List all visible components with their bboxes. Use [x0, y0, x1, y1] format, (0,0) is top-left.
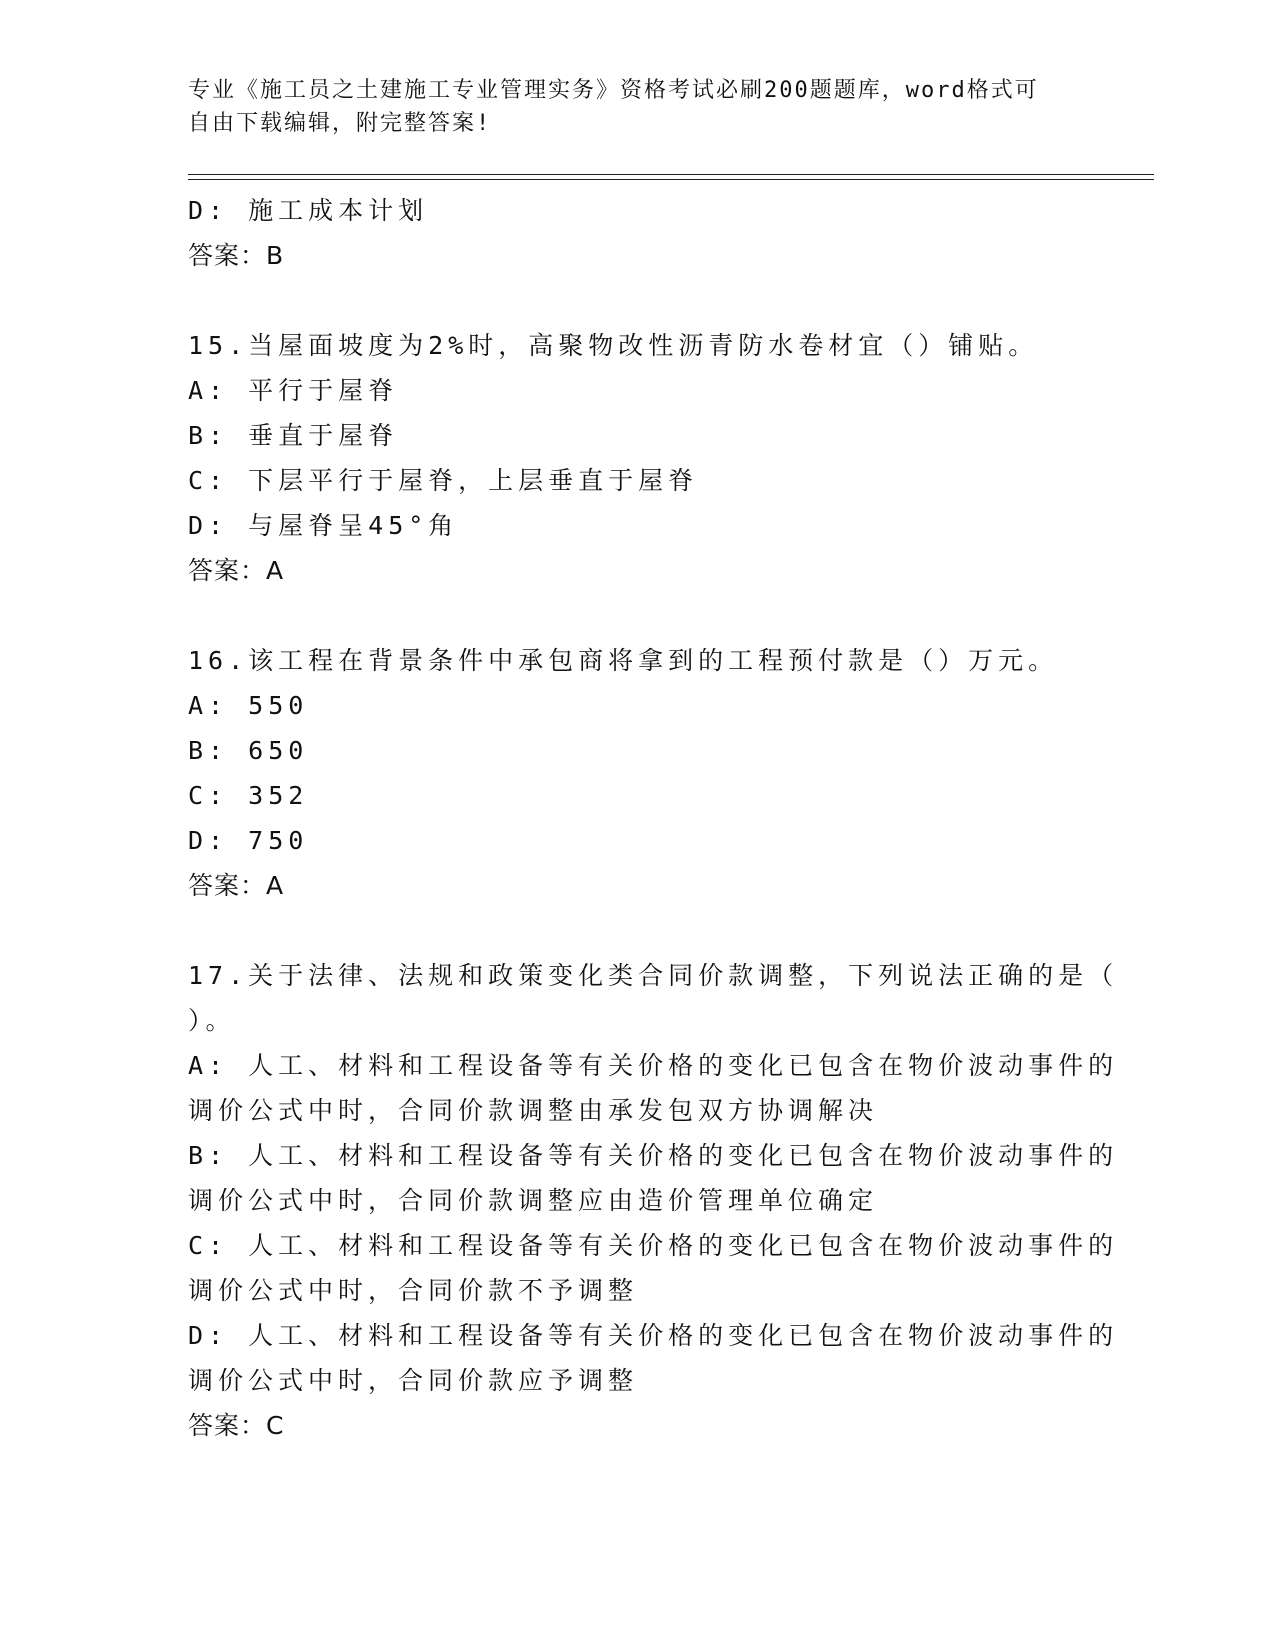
question-15 — [188, 323, 1068, 593]
header-line-1: 专业《施工员之土建施工专业管理实务》资格考试必刷200题题库，word格式可 — [188, 78, 1039, 103]
header-rule-bottom — [188, 179, 1154, 180]
question-stem-line-2: ）。 — [188, 1006, 236, 1035]
question-stem-line-1: 17.关于法律、法规和政策变化类合同价款调整，下列说法正确的是（ — [188, 961, 1119, 990]
option-d-line-2: 调价公式中时，合同价款应予调整 — [188, 1366, 639, 1395]
option-a-line-1: A: 人工、材料和工程设备等有关价格的变化已包含在物价波动事件的 — [188, 1051, 1119, 1080]
answer: 答案：A — [188, 556, 285, 585]
answer: 答案：A — [188, 871, 285, 900]
option-d: D: 750 — [188, 826, 309, 855]
question-stem: 15.当屋面坡度为2%时，高聚物改性沥青防水卷材宜（）铺贴。 — [188, 331, 1039, 360]
option-b-line-1: B: 人工、材料和工程设备等有关价格的变化已包含在物价波动事件的 — [188, 1141, 1119, 1170]
option-d: D: 与屋脊呈45°角 — [188, 511, 459, 540]
answer: 答案：C — [188, 1411, 285, 1440]
option-b: B: 垂直于屋脊 — [188, 421, 399, 450]
document-header — [188, 74, 1068, 140]
question-14-tail — [188, 188, 1068, 278]
question-16 — [188, 638, 1068, 908]
answer: 答案：B — [188, 241, 285, 270]
header-rule-top — [188, 174, 1154, 175]
question-17 — [188, 953, 1119, 1448]
question-stem: 16.该工程在背景条件中承包商将拿到的工程预付款是（）万元。 — [188, 646, 1059, 675]
option-d-line-1: D: 人工、材料和工程设备等有关价格的变化已包含在物价波动事件的 — [188, 1321, 1119, 1350]
option-c-line-1: C: 人工、材料和工程设备等有关价格的变化已包含在物价波动事件的 — [188, 1231, 1119, 1260]
option-c: C: 下层平行于屋脊，上层垂直于屋脊 — [188, 466, 699, 495]
question-list — [188, 188, 1119, 1448]
option-b-line-2: 调价公式中时，合同价款调整应由造价管理单位确定 — [188, 1186, 879, 1215]
option-b: B: 650 — [188, 736, 309, 765]
option-c-line-2: 调价公式中时，合同价款不予调整 — [188, 1276, 639, 1305]
header-line-2: 自由下载编辑，附完整答案! — [188, 111, 492, 136]
option-a-line-2: 调价公式中时，合同价款调整由承发包双方协调解决 — [188, 1096, 879, 1125]
option-d: D: 施工成本计划 — [188, 196, 429, 225]
option-a: A: 550 — [188, 691, 309, 720]
option-c: C: 352 — [188, 781, 309, 810]
option-a: A: 平行于屋脊 — [188, 376, 399, 405]
